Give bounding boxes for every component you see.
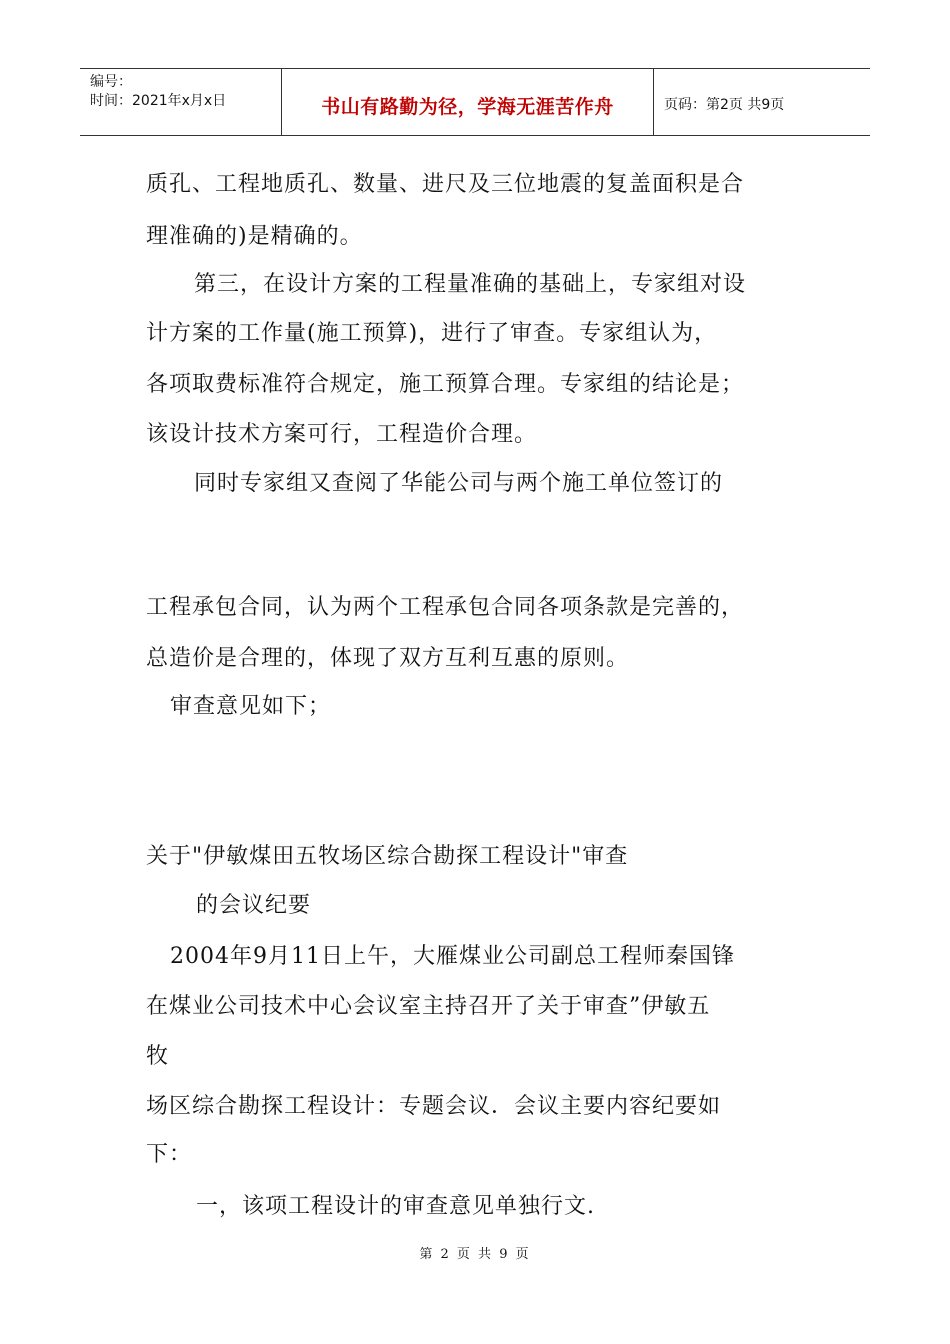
body-line: 审查意见如下； [170, 694, 332, 719]
body-line: 在煤业公司技术中心会议室主持召开了关于审查”伊敏五 [146, 994, 711, 1019]
body-line: 总造价是合理的，体现了双方互利互惠的原则。 [146, 646, 630, 671]
body-line: 计方案的工作量(施工预算)，进行了审查。专家组认为， [146, 321, 718, 346]
body-line: 场区综合勘探工程设计：专题会议．会议主要内容纪要如 [146, 1094, 722, 1119]
body-line: 一，该项工程设计的审查意见单独行文. [196, 1194, 595, 1219]
header-time: 时间：2021年x月x日 [90, 93, 227, 109]
header-info-cell [80, 69, 282, 135]
header-page-cell [654, 69, 870, 135]
section-title-line: 关于"伊敏煤田五牧场区综合勘探工程设计"审查 [146, 844, 629, 869]
header-page-code: 页码：第2页 共9页 [664, 97, 785, 113]
body-line: 该设计技术方案可行，工程造价合理。 [146, 422, 538, 447]
body-line: 下： [146, 1142, 193, 1167]
body-line: 第三，在设计方案的工程量准确的基础上，专家组对设 [194, 272, 747, 297]
body-line: 质孔、工程地质孔、数量、进尺及三位地震的复盖面积是合 [146, 172, 745, 197]
body-line: 2004年9月11日上午，大雁煤业公司副总工程师秦国锋 [170, 944, 735, 969]
page-footer: 第 2 页 共 9 页 [419, 1247, 531, 1262]
body-line: 理准确的)是精确的。 [146, 224, 363, 249]
section-title-line: 的会议纪要 [196, 893, 312, 918]
body-line: 各项取费标准符合规定，施工预算合理。专家组的结论是； [146, 372, 745, 397]
body-line: 工程承包合同，认为两个工程承包合同各项条款是完善的， [146, 595, 745, 620]
header-motto-cell [282, 69, 654, 135]
body-line: 牧 [146, 1044, 170, 1069]
header-motto: 书山有路勤为径，学海无涯苦作舟 [321, 95, 614, 118]
body-line: 同时专家组又查阅了华能公司与两个施工单位签订的 [194, 471, 724, 496]
document-header [80, 68, 870, 136]
header-number: 编号： [90, 74, 132, 90]
